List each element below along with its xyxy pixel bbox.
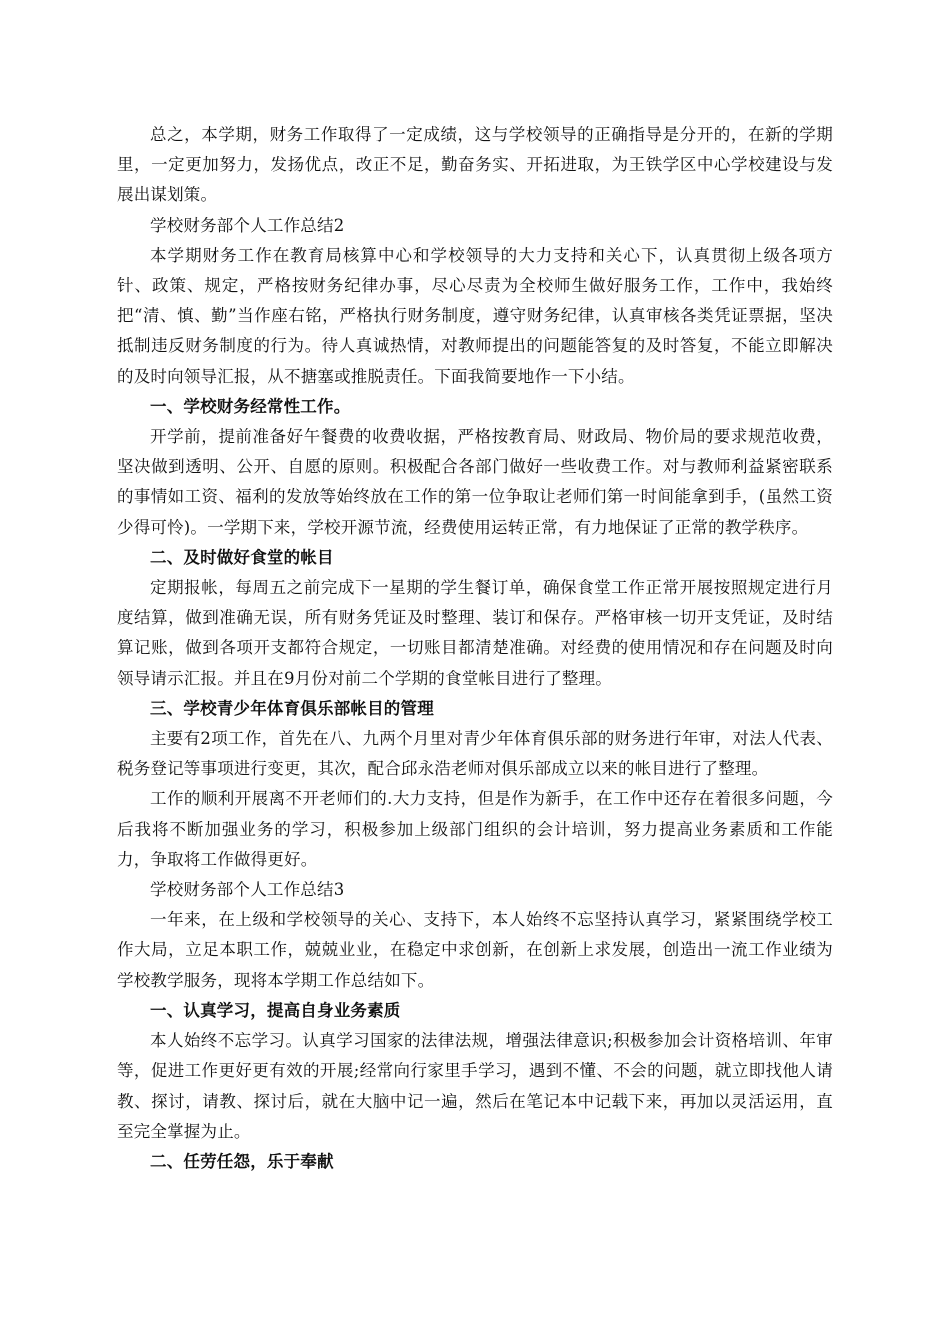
paragraph-summary: 总之，本学期，财务工作取得了一定成绩，这与学校领导的正确指导是分开的，在新的学期里，一定更加努力，发扬优点，改正不足，勤奋务实、开拓进取，为王铁学区中心学校建设与发展出谋划策。 (117, 125, 833, 205)
document-page (117, 120, 833, 1177)
section-title-summary-2: 学校财务部个人工作总结2 (150, 215, 345, 235)
paragraph-intro-3: 一年来，在上级和学校领导的关心、支持下，本人始终不忘坚持认真学习，紧紧围绕学校工作大局，立足本职工作，兢兢业业，在稳定中求创新，在创新上求发展，创造出一流工作业绩为学校教学服务，现将本学期工作总结如下。 (117, 910, 833, 990)
paragraph-intro-2: 本学期财务工作在教育局核算中心和学校领导的大力支持和关心下，认真贯彻上级各项方针、政策、规定，严格按财务纪律办事，尽心尽责为全校师生做好服务工作，工作中，我始终把“清、慎、勤”当作座右铭，严格执行财务制度，遵守财务纪律，认真审核各类凭证票据，坚决抵制违反财务制度的行为。待人真诚热情，对教师提出的问题能答复的及时答复，不能立即解决的及时向领导汇报，从不搪塞或推脱责任。下面我简要地作一下小结。 (117, 245, 833, 386)
paragraph-sports-club: 主要有2项工作，首先在八、九两个月里对青少年体育俱乐部的财务进行年审，对法人代表、税务登记等事项进行变更，其次，配合邱永浩老师对俱乐部成立以来的帐目进行了整理。 (117, 729, 833, 779)
heading-routine-work: 一、学校财务经常性工作。 (150, 396, 351, 416)
paragraph-canteen-accounts: 定期报帐，每周五之前完成下一星期的学生餐订单，确保食堂工作正常开展按照规定进行月度结算，做到准确无误，所有财务凭证及时整理、装订和保存。严格审核一切开支凭证，及时结算记账，做到各项开支都符合规定，一切账目都清楚准确。对经费的使用情况和存在问题及时向领导请示汇报。并且在9月份对前二个学期的食堂帐目进行了整理。 (117, 578, 833, 688)
paragraph-routine-work: 开学前，提前准备好午餐费的收费收据，严格按教育局、财政局、物价局的要求规范收费，坚决做到透明、公开、自愿的原则。积极配合各部门做好一些收费工作。对与教师利益紧密联系的事情如工资、福利的发放等始终放在工作的第一位争取让老师们第一时间能拿到手，(虽然工资少得可怜)。一学期下来，学校开源节流，经费使用运转正常，有力地保证了正常的教学秩序。 (117, 427, 833, 537)
paragraph-study: 本人始终不忘学习。认真学习国家的法律法规，增强法律意识;积极参加会计资格培训、年审等，促进工作更好更有效的开展;经常向行家里手学习，遇到不懂、不会的问题，就立即找他人请教、探讨，请教、探讨后，就在大脑中记一遍，然后在笔记本中记载下来，再加以灵活运用，直至完全掌握为止。 (117, 1031, 833, 1141)
heading-study: 一、认真学习，提高自身业务素质 (150, 1000, 401, 1020)
section-title-summary-3: 学校财务部个人工作总结3 (150, 880, 345, 900)
heading-dedication: 二、任劳任怨，乐于奉献 (150, 1151, 334, 1171)
paragraph-outlook: 工作的顺利开展离不开老师们的.大力支持，但是作为新手，在工作中还存在着很多问题，今后我将不断加强业务的学习，积极参加上级部门组织的会计培训，努力提高业务素质和工作能力，争取将工作做得更好。 (117, 789, 833, 869)
heading-sports-club: 三、学校青少年体育俱乐部帐目的管理 (150, 698, 434, 718)
heading-canteen-accounts: 二、及时做好食堂的帐目 (150, 547, 334, 567)
